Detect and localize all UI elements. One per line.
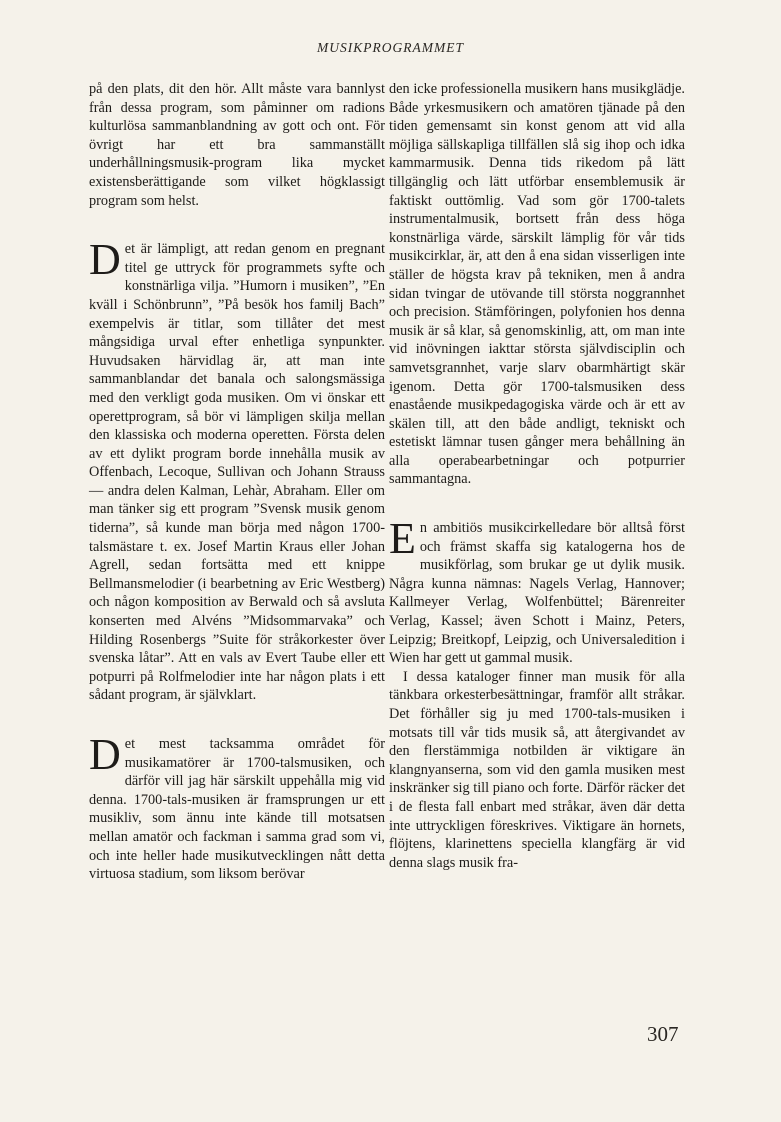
paragraph-text: et mest tacksamma området för musikamatörer är 1700-talsmusiken, och därför vill jag här särskilt uppehålla mig vid denna. 1700-tals-musiken är framsprungen ur ett musikliv, som ännu inte kände till motsatsen mellan amatör och fackman i samma grad som vi, och inte heller hade musikutvecklingen nått detta virtuosa stadium, som liksom berövar bbox=[89, 736, 385, 883]
paragraph: I dessa kataloger finner man musik för alla tänkbara orkesterbesättningar, framför allt stråkar. Det förhåller sig ju med 1700-tals-musiken i motsats till vår tids musik så, att återgivandet av den flerstämmiga notbilden är viktigare än klangnyanserna, som vid den gamla musiken mest inskränker sig till piano och forte. Därför räcker det i de flesta fall enbart med stråkar, även där detta inte uttryckligen föreskrives. Viktigare än hornets, flöjtens, klarinettens speciella klangfärg är vid denna slags musik fra- bbox=[389, 668, 685, 871]
right-column bbox=[389, 80, 685, 872]
paragraph-with-initial bbox=[389, 514, 685, 668]
paragraph-with-initial bbox=[89, 235, 385, 705]
running-header: MUSIKPROGRAMMET bbox=[317, 40, 464, 55]
drop-cap: E bbox=[389, 514, 416, 564]
paragraph-text: n ambitiös musikcirkelledare bör alltså först och främst skaffa sig katalogerna hos de musikförlag, som brukar ge ut dylik musik. Några kunna nämnas: Nagels Verlag, Hannover; Kallmeyer Verlag, Wolfenbüttel; Bärenreiter Verlag, Kassel; även Schott i Mainz, Peters, Leipzig; Breitkopf, Leipzig, och Universaledition i Wien har gett ut gammal musik. bbox=[389, 520, 685, 667]
paragraph-with-initial bbox=[89, 730, 385, 884]
paragraph: den icke professionella musikern hans musikglädje. Både yrkesmusikern och amatören tjänade på den tiden gemensamt sin konst genom att vid alla möjliga sällskapliga tillfällen slå sig ihop och idka kammarmusik. Denna tids rikedom på lätt tillgänglig och lätt utförbar ensemblemusik är faktiskt outtömlig. Vad som gör 1700-talets instrumentalmusik, bortsett från dess höga konstnärliga värde, särskilt lämplig för vår tids musikcirklar, är, att den å ena sidan visserligen inte ställer de högsta krav på tekniken, men å andra sidan tvingar de utövande till största noggrannhet och precision. Stämföringen, polyfonien hos denna musik är så klar, så genomskinlig, att, om man inte vid inövningen iakttar största självdisciplin och samvetsgrannhet, varje slarv obarmhärtigt skär igenom. Detta gör 1700-talsmusiken dess enastående musikpedagogiska värde och är ett av skälen till, att den både andligt, tekniskt och estetiskt lämnar tusen gånger mera behållning än alla operabearbetningar och potpurrier sammantagna. bbox=[389, 81, 685, 488]
drop-cap: D bbox=[89, 730, 121, 779]
left-column bbox=[89, 80, 385, 884]
drop-cap: D bbox=[89, 235, 121, 285]
paragraph: på den plats, dit den hör. Allt måste vara bannlyst från dessa program, som påminner om radions kulturlösa sammanblandning av gott och ont. För övrigt har ett bra sammanställt underhållningsmusik-program lika mycket existensberättigande som vilket högklassigt program som helst. bbox=[89, 81, 385, 209]
page-number: 307 bbox=[647, 1022, 679, 1046]
paragraph-text: et är lämpligt, att redan genom en pregnant titel ge uttryck för programmets syfte och konstnärliga vilja. ”Humorn i musiken”, ”En kväll i Schönbrunn”, ”På besök hos familj Bach” exempelvis är titlar, som tillåter det mest mångsidiga urval efter enhetliga synpunkter. Huvudsaken härvidlag är, att man inte sammanblandar det banala och salongsmässiga med den verkligt goda musiken. Om vi önskar ett operettprogram, så bör vi lämpligen skilja mellan den klassiska och moderna operetten. Första delen av ett dylikt program borde innehålla musik av Offenbach, Lecoque, Sullivan och Johann Strauss — andra delen Kalman, Lehàr, Abraham. Eller om man tänker sig ett program ”Svensk musik genom tiderna”, så kunde man börja med någon 1700-talsmästare t. ex. Josef Martin Kraus eller Johan Agrell, sedan fortsätta med ett knippe Bellmansmelodier (i bearbetning av Eric Westberg) och någon komposition av Berwald och så avsluta konserten med Alvéns ”Midsommarvaka” och Hilding Rosenbergs ”Suite för stråkorkester över svenska låtar”. Att en vals av Evert Taube eller ett potpurri på Rolfmelodier inte har någon plats i ett sådant program, är självklart. bbox=[89, 241, 385, 704]
